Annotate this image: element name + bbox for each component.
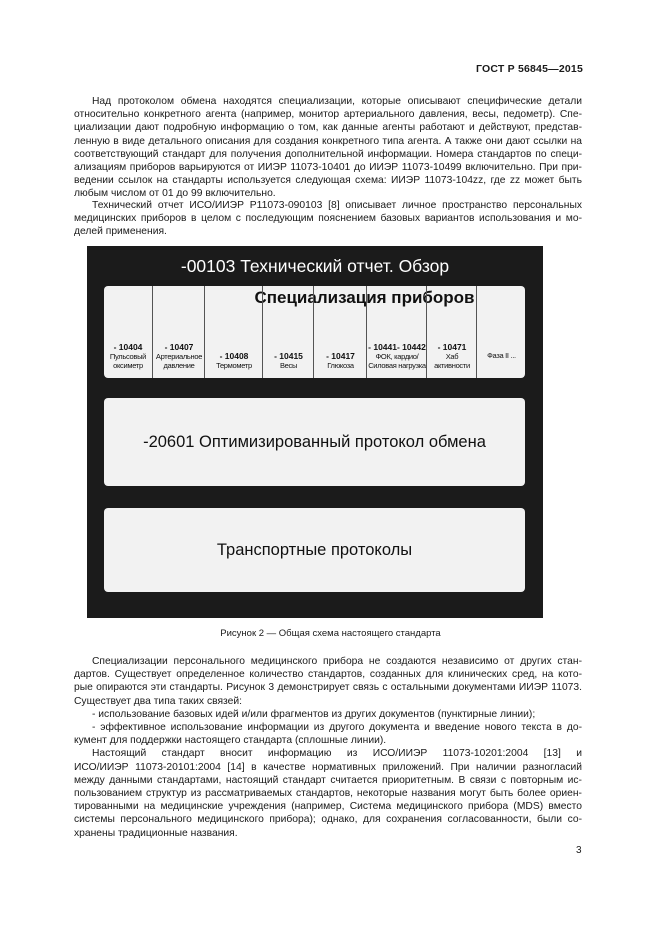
- text-line: Над протоколом обмена находятся специализации, которые описывают специфические детали: [92, 96, 582, 107]
- specialization-item: [476, 286, 526, 378]
- specialization-name: ФОК, кардио/ Силовая нагрузка: [368, 352, 426, 370]
- text-line: рые опираются эти стандарты. Рисунок 3 демонстрирует связь с остальными документами ИИЭР 11073.: [74, 682, 582, 694]
- specialization-item: [426, 286, 477, 378]
- standard-id: ГОСТ Р 56845—2015: [475, 63, 583, 75]
- text-line: ведении ссылок на стандарты используется следующая схема: ИИЭР 11073-104zz, где zz может быть: [74, 175, 582, 187]
- specialization-item: [313, 286, 367, 378]
- text-line: Технический отчет ИСО/ИИЭР Р11073-090103 [8] описывает личное пространство персональных: [92, 200, 582, 211]
- specialization-item: [204, 286, 263, 378]
- specializations-title: Специализация приборов: [254, 288, 475, 307]
- specializations-box: [104, 286, 525, 378]
- specialization-item: [152, 286, 205, 378]
- specialization-name: Глюкоза: [327, 361, 354, 370]
- exchange-protocol-box: [104, 398, 525, 486]
- text-line: хранены традиционные названия.: [74, 827, 238, 839]
- text-line: медицинских приборов в целом с последующим пояснением базовых вариантов использования и мо-: [74, 213, 582, 225]
- figure-title: -00103 Технический отчет. Обзор: [180, 256, 450, 276]
- specialization-name: Фаза II ...: [487, 351, 516, 360]
- text-line: делей применения.: [74, 226, 167, 238]
- paragraph-specializations: [74, 95, 582, 201]
- specialization-code: - 10471: [437, 342, 467, 352]
- specialization-item: [262, 286, 314, 378]
- specialization-code: - 10415: [274, 351, 303, 361]
- specialization-code: - 10417: [326, 351, 355, 361]
- paragraph-relations: [74, 655, 582, 840]
- text-line: любым числом от 01 до 99 включительно.: [74, 188, 276, 200]
- text-line: пользованием структур из рассматриваемых стандартов, некоторые названия могут быть более ориен-: [74, 788, 582, 800]
- exchange-protocol-label: -20601 Оптимизированный протокол обмена: [143, 433, 486, 451]
- transport-protocols-box: [104, 508, 525, 592]
- specialization-code: - 10404: [113, 342, 143, 352]
- text-line: системы персонального медицинского прибора); однако, для сохранения согласованности, были со-: [74, 814, 582, 826]
- specialization-name: Артериальное давление: [155, 352, 203, 370]
- specialization-code: - 10407: [164, 342, 194, 352]
- text-line: дартов. Существует определенное количество стандартов, созданных для клинических сред, на кото-: [74, 669, 582, 681]
- specialization-name: Термометр: [216, 361, 252, 370]
- page-number: 3: [576, 845, 582, 856]
- specialization-item: [366, 286, 427, 378]
- specialization-code: - 10408: [219, 351, 249, 361]
- text-line: Настоящий стандарт вносит информацию из ИСО/ИИЭР 11073-10201:2004 [13] и: [92, 748, 582, 760]
- paragraph-technical-report: [74, 199, 582, 239]
- text-line: ленную в виде детального описания для создания конкретного типа агента. А также они дают ссылки на: [74, 135, 582, 147]
- text-line: Специализации персонального медицинского прибора не создаются независимо от других стан-: [92, 656, 582, 667]
- text-line: кумент для поддержки настоящего стандарта (сплошные линии).: [74, 735, 387, 747]
- figure-caption: Рисунок 2 — Общая схема настоящего стандарта: [220, 628, 441, 639]
- text-line: относительно конкретного агента (например, монитор артериального давления, весы, педометр). Спе-: [74, 109, 582, 121]
- transport-protocols-label: Транспортные протоколы: [216, 541, 413, 559]
- text-line: соответствующий стандарт для получения дополнительной информации. Номера стандартов по специ-: [74, 148, 582, 160]
- specialization-name: Пульсовый оксиметр: [109, 352, 147, 370]
- specialization-name: Весы: [279, 361, 298, 370]
- list-item: - использование базовых идей и/или фрагментов из других документов (пунктирные линии);: [92, 708, 536, 720]
- text-line: Существует два типа таких связей:: [74, 695, 242, 707]
- standard-scheme-figure: [87, 246, 543, 618]
- list-item: - эффективное использование информации из другого документа и введение нового текста в до-: [92, 722, 582, 734]
- text-line: циализации дают подробную информацию о том, как данные агенты работают и действуют, представ-: [74, 122, 582, 134]
- specialization-item: [104, 286, 152, 378]
- specialization-code: - 10441- 10442: [368, 342, 426, 352]
- text-line: ализациям приборов варьируются от ИИЭР 11073-10401 до ИИЭР 11073-10499 включительно. При при-: [74, 162, 582, 174]
- specialization-name: Хаб активности: [434, 352, 470, 370]
- text-line: ИСО/ИИЭР 11073-20101:2004 [14] в качестве нормативных приложений. При наличии разногласий: [74, 761, 582, 773]
- text-line: тированными на медицинские учреждения (например, Система медицинского прибора (MDS) вместо: [74, 801, 582, 813]
- text-line: между данными стандартами, настоящий стандарт считается приоритетным. В связи с повторным ис-: [74, 774, 582, 786]
